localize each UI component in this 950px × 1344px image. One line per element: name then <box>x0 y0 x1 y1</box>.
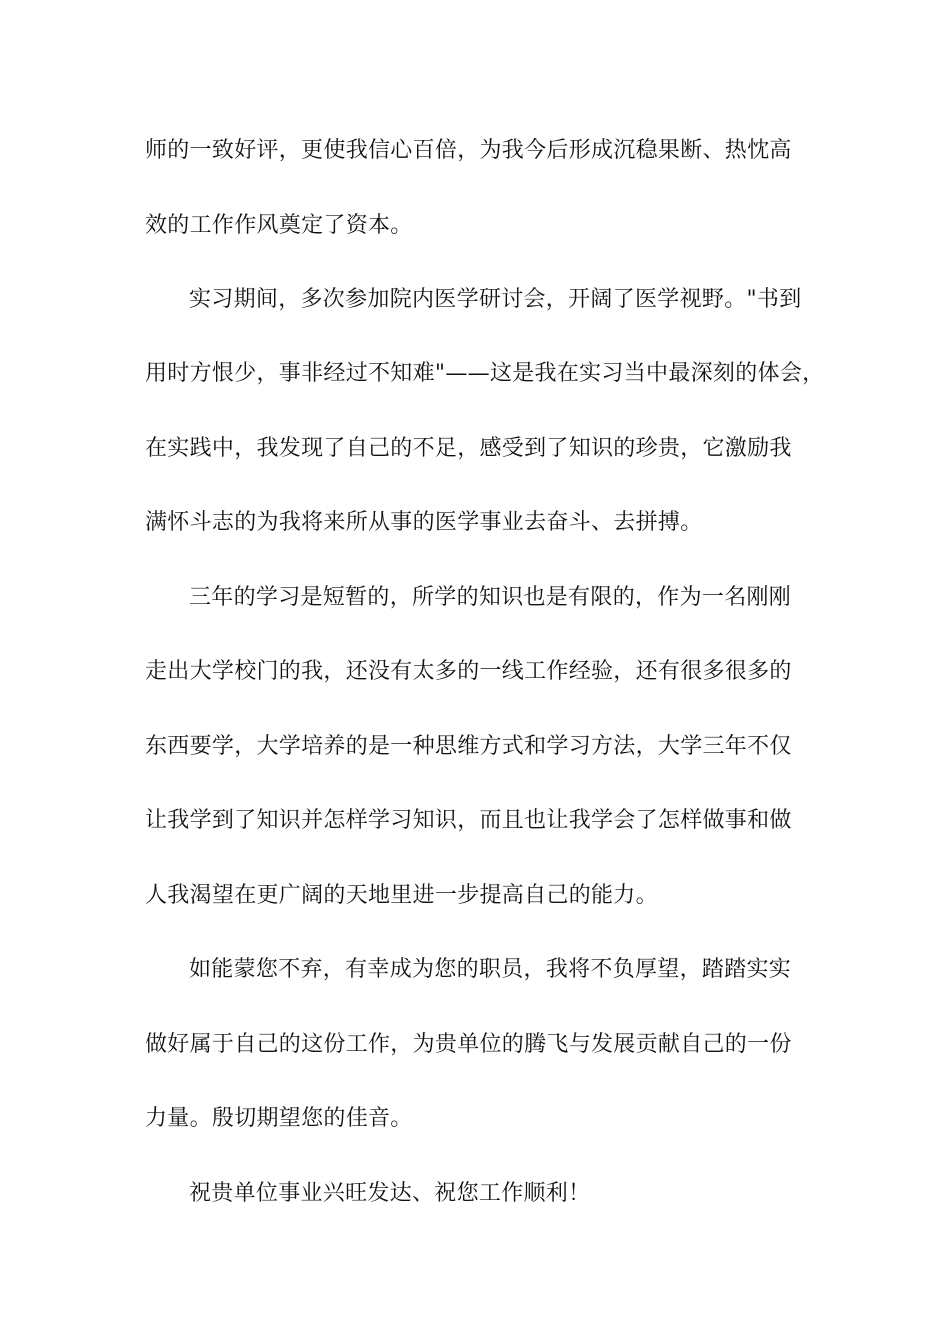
text-line: 用时方恨少，事非经过不知难"——这是我在实习当中最深刻的体会， <box>145 361 825 386</box>
text-line: 满怀斗志的为我将来所从事的医学事业去奋斗、去拼搏。 <box>145 510 703 535</box>
text-line: 力量。殷切期望您的佳音。 <box>145 1106 413 1131</box>
paragraph-start-line: 如能蒙您不弃，有幸成为您的职员，我将不负厚望，踏踏实实 <box>189 957 792 982</box>
text-line: 走出大学校门的我，还没有太多的一线工作经验，还有很多很多的 <box>145 659 792 684</box>
text-line: 让我学到了知识并怎样学习知识，而且也让我学会了怎样做事和做 <box>145 808 792 833</box>
paragraph-start-line: 实习期间，多次参加院内医学研讨会，开阔了医学视野。"书到 <box>189 287 802 312</box>
text-line: 东西要学，大学培养的是一种思维方式和学习方法，大学三年不仅 <box>145 734 792 759</box>
paragraph-start-line: 三年的学习是短暂的，所学的知识也是有限的，作为一名刚刚 <box>189 585 792 610</box>
text-line: 效的工作作风奠定了资本。 <box>145 213 413 238</box>
text-line: 人我渴望在更广阔的天地里进一步提高自己的能力。 <box>145 883 658 908</box>
text-line: 在实践中，我发现了自己的不足，感受到了知识的珍贵，它激励我 <box>145 436 792 461</box>
text-line: 做好属于自己的这份工作，为贵单位的腾飞与发展贡献自己的一份 <box>145 1032 792 1057</box>
closing-wish-line: 祝贵单位事业兴旺发达、祝您工作顺利！ <box>189 1181 591 1206</box>
text-line: 师的一致好评，更使我信心百倍，为我今后形成沉稳果断、热忱高 <box>145 138 792 163</box>
